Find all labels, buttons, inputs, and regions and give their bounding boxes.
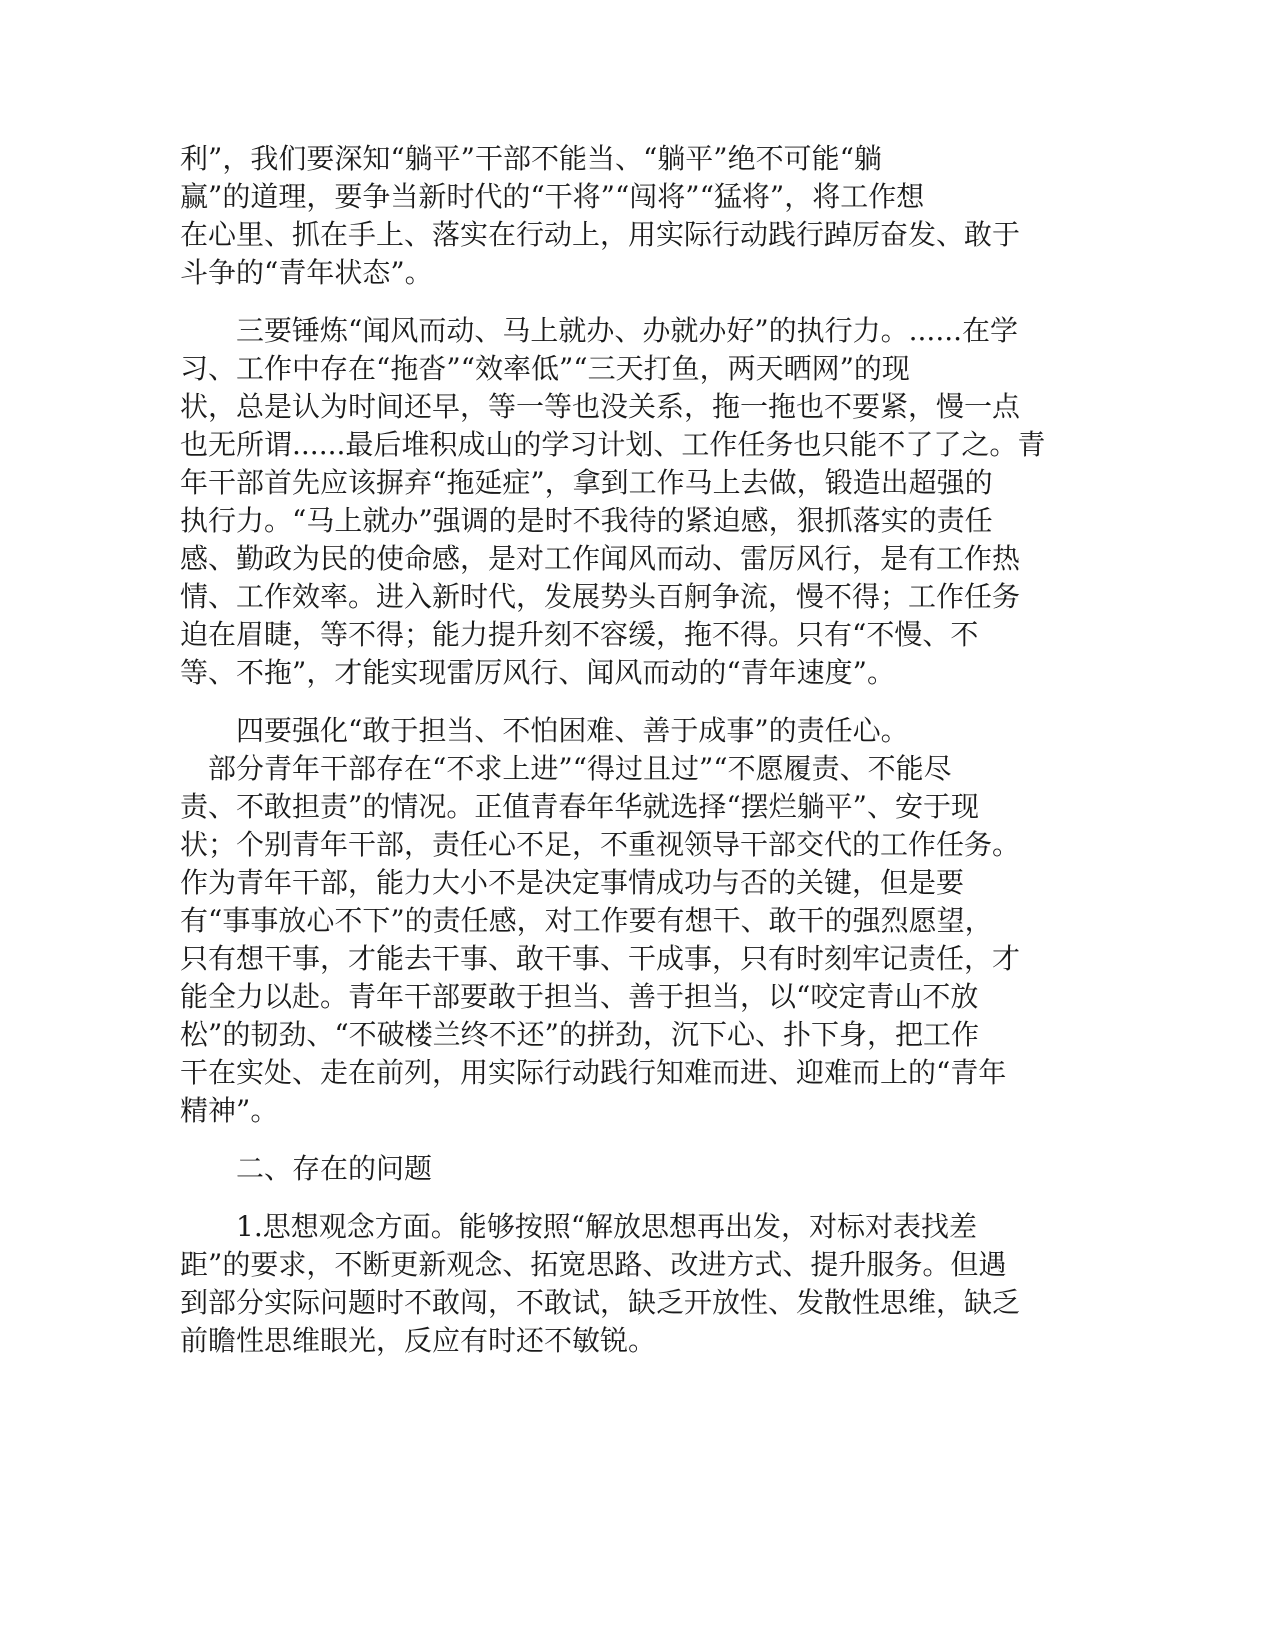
text-line: 状，总是认为时间还早，等一等也没关系，拖一拖也不要紧，慢一点 xyxy=(180,390,1021,423)
text-line: 干在实处、走在前列，用实际行动践行知难而进、迎难而上的“青年 xyxy=(180,1056,1007,1089)
text-line: 赢”的道理，要争当新时代的“干将”“闯将”“猛将”，将工作想 xyxy=(180,180,925,213)
text-line: 利”，我们要深知“躺平”干部不能当、“躺平”绝不可能“躺 xyxy=(180,142,882,175)
text-line: 1.思想观念方面。能够按照“解放思想再出发，对标对表找差 xyxy=(236,1210,978,1243)
text-line: 前瞻性思维眼光，反应有时还不敏锐。 xyxy=(180,1324,657,1357)
text-line: 斗争的“青年状态”。 xyxy=(180,256,433,289)
text-line: 部分青年干部存在“不求上进”“得过且过”“不愿履责、不能尽 xyxy=(208,752,952,785)
text-line: 感、勤政为民的使命感，是对工作闻风而动、雷厉风行，是有工作热 xyxy=(180,542,1021,575)
text-line: 松”的韧劲、“不破楼兰终不还”的拼劲，沉下心、扑下身，把工作 xyxy=(180,1018,979,1051)
paragraph-5 xyxy=(180,1208,1075,1360)
text-line: 情、工作效率。进入新时代，发展势头百舸争流，慢不得；工作任务 xyxy=(180,580,1021,613)
document-page xyxy=(180,140,1075,1620)
text-line: 状；个别青年干部，责任心不足，不重视领导干部交代的工作任务。 xyxy=(180,828,1021,861)
paragraph-3 xyxy=(180,712,1075,1130)
section-heading xyxy=(180,1150,1075,1188)
text-line: 能全力以赴。青年干部要敢于担当、善于担当，以“咬定青山不放 xyxy=(180,980,979,1013)
text-line: 作为青年干部，能力大小不是决定事情成功与否的关键，但是要 xyxy=(180,866,965,899)
text-line: 责、不敢担责”的情况。正值青春年华就选择“摆烂躺平”、安于现 xyxy=(180,790,979,823)
text-line: 到部分实际问题时不敢闯，不敢试，缺乏开放性、发散性思维，缺乏 xyxy=(180,1286,1021,1319)
text-line: 精神”。 xyxy=(180,1094,279,1127)
text-line: 四要强化“敢于担当、不怕困难、善于成事”的责任心。 xyxy=(236,714,909,747)
paragraph-2 xyxy=(180,312,1075,692)
text-line: 执行力。“马上就办”强调的是时不我待的紧迫感，狠抓落实的责任 xyxy=(180,504,993,537)
paragraph-1 xyxy=(180,140,1075,292)
text-line: 年干部首先应该摒弃“拖延症”，拿到工作马上去做，锻造出超强的 xyxy=(180,466,993,499)
text-line: 也无所谓......最后堆积成山的学习计划、工作任务也只能不了了之。青 xyxy=(180,428,1046,461)
text-line: 习、工作中存在“拖沓”“效率低”“三天打鱼，两天晒网”的现 xyxy=(180,352,910,385)
text-line: 距”的要求，不断更新观念、拓宽思路、改进方式、提升服务。但遇 xyxy=(180,1248,1007,1281)
text-line: 有“事事放心不下”的责任感，对工作要有想干、敢干的强烈愿望， xyxy=(180,904,993,937)
text-line: 只有想干事，才能去干事、敢干事、干成事，只有时刻牢记责任，才 xyxy=(180,942,1021,975)
text-line: 迫在眉睫，等不得；能力提升刻不容缓，拖不得。只有“不慢、不 xyxy=(180,618,979,651)
text-line: 在心里、抓在手上、落实在行动上，用实际行动践行踔厉奋发、敢于 xyxy=(180,218,1021,251)
text-line: 三要锤炼“闻风而动、马上就办、办就办好”的执行力。......在学 xyxy=(236,314,1019,347)
heading-text: 二、存在的问题 xyxy=(236,1152,433,1185)
text-line: 等、不拖”，才能实现雷厉风行、闻风而动的“青年速度”。 xyxy=(180,656,895,689)
